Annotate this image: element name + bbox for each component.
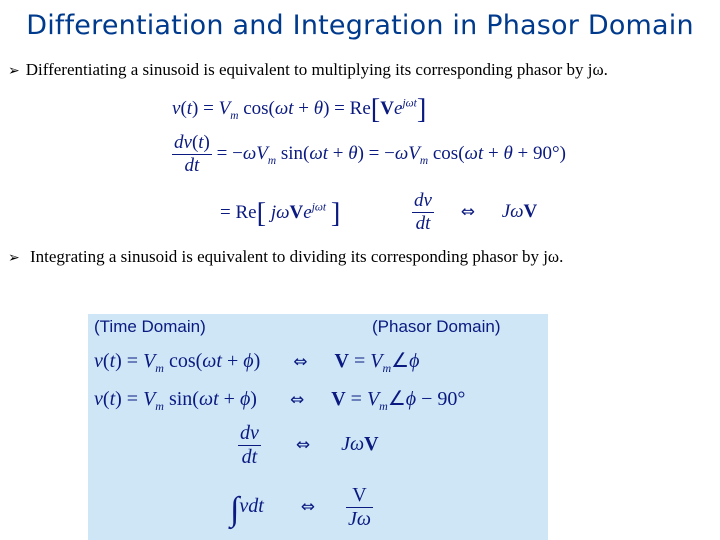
phasor-domain-header: (Phasor Domain) [372, 317, 501, 336]
time-domain-header: (Time Domain) [94, 317, 206, 336]
box-equation-sin: $v(t) = V_m$ sin(ωt + ϕ) ⇔ $V = V_m\angle\phi - 90^\circ$ [94, 388, 466, 413]
summary-box [88, 314, 548, 540]
equation-derivative: $\frac{dv(t)}{dt}$ = $-\omega V_m$ $\sin(\omega t + \theta) = -\omega V_m$ cos(ωt + θ + 90°) [174, 132, 566, 176]
arrow-bullet-icon: ➢ [8, 250, 20, 266]
equation-vt-definition: $v(t) = V_m$ $\cos(\omega t + \theta) = Re[Ve^{j\omega t}]$ [172, 94, 427, 125]
box-equation-derivative: $\frac{dv}{dt}$ ⇔ JωV [240, 422, 379, 468]
bullet-integration-text: Integrating a sinusoid is equivalent to dividing its corresponding phasor by jω. [29, 247, 564, 266]
box-equation-integral: ∫vdt ⇔ $\frac{V}{J\omega}$ [230, 484, 372, 530]
box-equation-cos: $v(t) = V_m$ cos(ωt + ϕ) ⇔ $V = V_m\angle\phi$ [94, 350, 420, 375]
equation-derivative-correspondence: $\frac{dv}{dt}$ ⇔ JωV [414, 190, 538, 234]
page-title: Differentiation and Integration in Phasor Domain [26, 10, 694, 41]
arrow-bullet-icon: ➢ [8, 63, 20, 79]
equation-derivative-phasor: = Re[ jωVe$^{j\omega t}$ ] [220, 198, 341, 229]
bullet-integration [8, 247, 563, 267]
bullet-differentiation [8, 60, 608, 80]
bullet-differentiation-text: Differentiating a sinusoid is equivalent to multiplying its corresponding phasor by jω. [25, 60, 608, 79]
